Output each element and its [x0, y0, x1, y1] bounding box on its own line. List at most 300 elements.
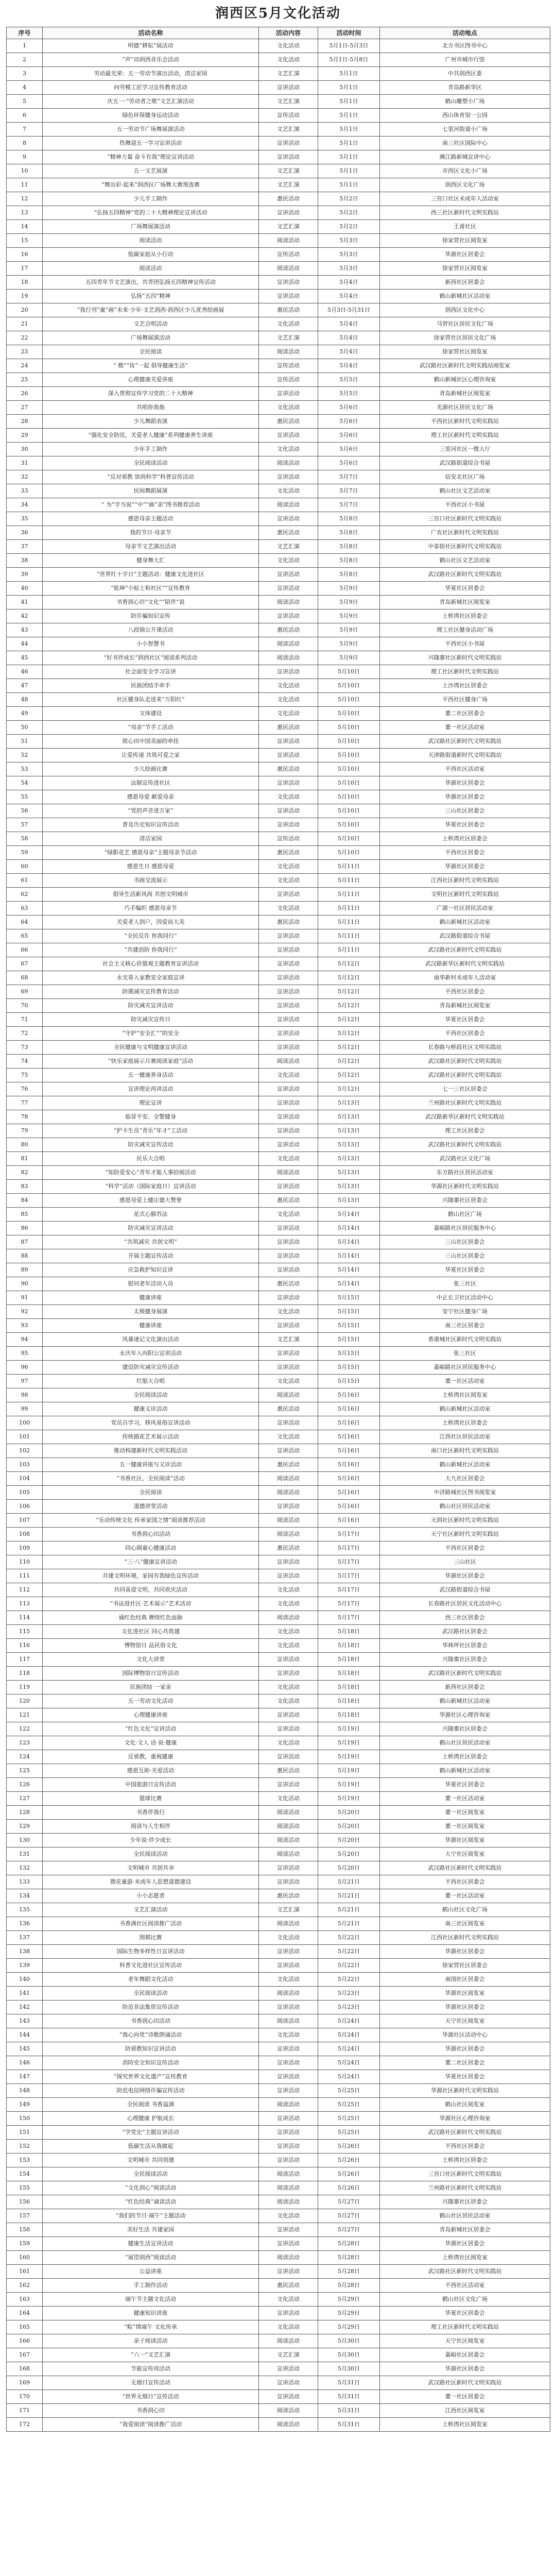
cell-activity-location: 董二社区居委会 — [380, 2056, 550, 2070]
header-activity-time: 活动时间 — [318, 27, 380, 39]
cell-activity-time: 5月16日 — [318, 1514, 380, 1528]
cell-activity-location: 平西社区小书屋 — [380, 498, 550, 512]
cell-activity-location: 武汉路社区新时代文明实践站阅览室 — [380, 359, 550, 373]
table-row — [7, 1166, 550, 1180]
cell-activity-location: 华源社区居委会 — [380, 248, 550, 262]
table-row — [7, 1333, 550, 1347]
cell-activity-time: 5月21日 — [318, 1917, 380, 1931]
cell-serial: 28 — [7, 415, 43, 429]
cell-serial: 99 — [7, 1402, 43, 1416]
cell-activity-name: “声”动润西音乐会活动 — [43, 53, 259, 67]
cell-activity-location: 鹤山新城社区活动室 — [380, 1694, 550, 1708]
cell-serial: 42 — [7, 609, 43, 623]
cell-activity-time: 5月1日 — [318, 137, 380, 150]
cell-activity-content: 惠民活动 — [259, 1458, 318, 1472]
cell-serial: 3 — [7, 67, 43, 81]
cell-activity-name: 社会面安全学习宣讲 — [43, 665, 259, 679]
cell-activity-content: 宣讲活动 — [259, 1027, 318, 1041]
cell-activity-time: 5月3日 — [318, 248, 380, 262]
cell-activity-time: 5月21日 — [318, 1903, 380, 1917]
table-row — [7, 1305, 550, 1319]
cell-serial: 32 — [7, 470, 43, 484]
table-row — [7, 2376, 550, 2390]
cell-activity-location: 土桥湾社区居委会 — [380, 1416, 550, 1430]
cell-activity-content: 文化活动 — [259, 53, 318, 67]
cell-activity-name: 五一劳动文化活动 — [43, 1694, 259, 1708]
cell-serial: 4 — [7, 81, 43, 95]
cell-activity-time: 5月14日 — [318, 1208, 380, 1222]
cell-activity-name: 心理健康 护航成长 — [43, 2112, 259, 2126]
cell-activity-time: 5月18日 — [318, 1639, 380, 1653]
cell-activity-location: 理工社区新时代文明实践站 — [380, 429, 550, 443]
table-row — [7, 1555, 550, 1569]
cell-activity-name: 深入贯彻宣传学习党的二十大精神 — [43, 387, 259, 401]
cell-activity-content: 宣讲活动 — [259, 2056, 318, 2070]
cell-activity-name: 健康讲座 — [43, 1319, 259, 1333]
cell-activity-time: 5月23日 — [318, 2001, 380, 2014]
cell-activity-location: 华源社区活动中心 — [380, 2028, 550, 2042]
cell-activity-content: 宣讲活动 — [259, 1110, 318, 1124]
table-row — [7, 2181, 550, 2195]
cell-activity-time: 5月30日 — [318, 2362, 380, 2376]
cell-activity-content: 宣传活动 — [259, 832, 318, 846]
cell-activity-name: 太极健身展演 — [43, 1305, 259, 1319]
cell-activity-location: 三山社区 — [380, 1555, 550, 1569]
cell-activity-location: 张三社区 — [380, 1277, 550, 1291]
cell-serial: 58 — [7, 832, 43, 846]
table-row — [7, 943, 550, 957]
cell-activity-content: 惠民活动 — [259, 303, 318, 317]
cell-activity-name: 防邪教知识宣讲活动 — [43, 2042, 259, 2056]
table-row — [7, 67, 550, 81]
cell-activity-name: 党员自学习，移风易俗宣讲活动 — [43, 1416, 259, 1430]
cell-activity-name: “文化润心”阅读活动 — [43, 2181, 259, 2195]
cell-activity-name: “粽”情端午 文化传承 — [43, 2320, 259, 2334]
header-activity-location: 活动地点 — [380, 27, 550, 39]
table-row — [7, 1820, 550, 1834]
cell-serial: 20 — [7, 303, 43, 317]
table-row — [7, 1987, 550, 2001]
cell-activity-location: 鹤山社区文艺活动室 — [380, 484, 550, 498]
cell-activity-location: 华源社区居委会 — [380, 2042, 550, 2056]
cell-activity-name: 庆五一·“劳动者之歌”文艺汇演活动 — [43, 95, 259, 109]
cell-activity-name: 向劳模工匠学习宣传教育活动 — [43, 81, 259, 95]
cell-activity-name: “科学”活动（国际家庭日）宣讲活动 — [43, 1180, 259, 1194]
table-row — [7, 1277, 550, 1291]
cell-serial: 157 — [7, 2209, 43, 2223]
cell-activity-name: 文化大讲堂 — [43, 1653, 259, 1667]
table-row — [7, 415, 550, 429]
cell-serial: 108 — [7, 1528, 43, 1541]
cell-activity-location: 华夏社区居委会 — [380, 2307, 550, 2320]
cell-activity-time: 5月16日 — [318, 1486, 380, 1500]
cell-activity-content: 阅读活动 — [259, 234, 318, 248]
cell-activity-time: 5月9日 — [318, 609, 380, 623]
cell-activity-time: 5月20日 — [318, 1834, 380, 1848]
cell-serial: 46 — [7, 665, 43, 679]
cell-serial: 161 — [7, 2265, 43, 2279]
cell-activity-name: 少年说·伴少成长 — [43, 1834, 259, 1848]
cell-activity-time: 5月6日 — [318, 415, 380, 429]
table-row — [7, 568, 550, 582]
cell-activity-name: 明德“耕耘”展活动 — [43, 39, 259, 53]
cell-serial: 116 — [7, 1639, 43, 1653]
cell-activity-location: 武汉路街道综合书屋 — [380, 1583, 550, 1597]
cell-activity-time: 5月12日 — [318, 999, 380, 1013]
cell-serial: 45 — [7, 651, 43, 665]
cell-activity-content: 宣讲活动 — [259, 888, 318, 902]
table-row — [7, 1249, 550, 1263]
table-row — [7, 1180, 550, 1194]
cell-activity-location: 华源社区心理咨询室 — [380, 1708, 550, 1722]
cell-activity-location: 香港城社区新时代文明实践站 — [380, 1333, 550, 1347]
cell-activity-location: 鹤山新城社区活动室 — [380, 916, 550, 929]
cell-serial: 134 — [7, 1889, 43, 1903]
cell-serial: 38 — [7, 554, 43, 568]
cell-activity-name: 推动构建新时代文明实践活动 — [43, 1444, 259, 1458]
cell-activity-time: 5月15日 — [318, 1347, 380, 1361]
cell-serial: 29 — [7, 429, 43, 443]
cell-activity-time: 5月10日 — [318, 749, 380, 762]
cell-activity-location: 大九社区居委会 — [380, 1472, 550, 1486]
table-row — [7, 776, 550, 790]
cell-activity-content: 阅读活动 — [259, 2014, 318, 2028]
cell-activity-time: 5月5日 — [318, 387, 380, 401]
cell-serial: 78 — [7, 1110, 43, 1124]
cell-activity-time: 5月28日 — [318, 2279, 380, 2293]
cell-activity-content: 惠民活动 — [259, 415, 318, 429]
table-row — [7, 2056, 550, 2070]
cell-activity-content: 宣传活动 — [259, 109, 318, 123]
cell-activity-name: 建设防灾减灾宣传活动 — [43, 1361, 259, 1375]
cell-activity-name: 国际生物多样性日宣讲活动 — [43, 1945, 259, 1959]
cell-activity-content: 文艺汇演 — [259, 164, 318, 178]
cell-serial: 16 — [7, 248, 43, 262]
cell-activity-name: “护卡生员”青乐“年才”工活动 — [43, 1124, 259, 1138]
cell-activity-content: 文化活动 — [259, 317, 318, 331]
cell-activity-time: 5月30日 — [318, 2348, 380, 2362]
cell-activity-location: 鹤山新城社区活动室 — [380, 1764, 550, 1778]
cell-activity-content: 宣讲活动 — [259, 290, 318, 303]
cell-activity-name: 文明城市 共同创建 — [43, 2154, 259, 2167]
cell-activity-location: 华源社区居委会 — [380, 2362, 550, 2376]
cell-activity-time: 5月6日 — [318, 456, 380, 470]
cell-serial: 107 — [7, 1514, 43, 1528]
cell-activity-location: 三宫口社区新时代文明实践站 — [380, 512, 550, 526]
cell-serial: 69 — [7, 985, 43, 999]
cell-activity-time: 5月24日 — [318, 2014, 380, 2028]
table-row — [7, 985, 550, 999]
cell-activity-name: 感恩母爱 献爱母亲 — [43, 790, 259, 804]
cell-activity-time: 5月15日 — [318, 1291, 380, 1305]
table-row — [7, 303, 550, 317]
cell-activity-name: 民乐大合唱 — [43, 1152, 259, 1166]
cell-serial: 151 — [7, 2126, 43, 2140]
cell-activity-time: 5月26日 — [318, 2181, 380, 2195]
cell-activity-content: 宣讲活动 — [259, 1945, 318, 1959]
cell-serial: 12 — [7, 192, 43, 206]
cell-activity-time: 5月14日 — [318, 1277, 380, 1291]
table-row — [7, 2307, 550, 2320]
cell-activity-name: 国际博物馆日宣传活动 — [43, 1667, 259, 1681]
cell-activity-time: 5月2日 — [318, 206, 380, 220]
cell-activity-name: 防灾减灾宣传活动 — [43, 1138, 259, 1152]
cell-activity-time: 5月4日 — [318, 317, 380, 331]
cell-activity-name: 热舞迎五一学习宣讲活动 — [43, 137, 259, 150]
table-row — [7, 693, 550, 707]
cell-activity-content: 阅读活动 — [259, 1055, 318, 1069]
cell-activity-content: 文化活动 — [259, 1375, 318, 1388]
cell-serial: 21 — [7, 317, 43, 331]
cell-activity-time: 5月11日 — [318, 902, 380, 916]
cell-activity-name: 少儿舞蹈表演 — [43, 415, 259, 429]
cell-activity-name: 端午节主题文化活动 — [43, 2293, 259, 2307]
cell-activity-name: 健康义诊活动 — [43, 1402, 259, 1416]
cell-activity-time: 5月31日 — [318, 2418, 380, 2432]
cell-activity-location: 华林坪社区居委会 — [380, 1639, 550, 1653]
cell-activity-name: 节能宣传周活动 — [43, 2362, 259, 2376]
cell-activity-content: 文艺汇演 — [259, 1333, 318, 1347]
cell-activity-content: 阅读活动 — [259, 456, 318, 470]
table-row — [7, 1875, 550, 1889]
cell-activity-content: 宣讲活动 — [259, 2376, 318, 2390]
table-row — [7, 1722, 550, 1736]
table-row — [7, 2279, 550, 2293]
cell-activity-location: 平西社区小书屋 — [380, 637, 550, 651]
cell-activity-time: 5月1日 — [318, 123, 380, 137]
cell-activity-time: 5月8日 — [318, 512, 380, 526]
cell-serial: 86 — [7, 1222, 43, 1235]
cell-activity-location: 华源社区居委会 — [380, 1569, 550, 1583]
cell-serial: 110 — [7, 1555, 43, 1569]
cell-activity-time: 5月8日 — [318, 540, 380, 554]
cell-activity-content: 宣讲活动 — [259, 2084, 318, 2098]
cell-activity-content: 文化活动 — [259, 1597, 318, 1611]
cell-activity-name: 文体建设 — [43, 707, 259, 721]
table-row — [7, 623, 550, 637]
cell-activity-content: 宣讲活动 — [259, 804, 318, 818]
cell-activity-time: 5月14日 — [318, 1222, 380, 1235]
cell-activity-location: 武汉路社区文化广场 — [380, 1152, 550, 1166]
cell-activity-name: 五一文艺展演 — [43, 164, 259, 178]
cell-activity-name: “我们的节日·端午”主题活动 — [43, 2209, 259, 2223]
cell-activity-name: 全民阅读活动 — [43, 2167, 259, 2181]
table-row — [7, 1152, 550, 1166]
cell-serial: 143 — [7, 2014, 43, 2028]
cell-activity-time: 5月4日 — [318, 276, 380, 290]
cell-activity-content: 宣讲活动 — [259, 1416, 318, 1430]
cell-activity-location: 兴隆寨社区新时代文明实践站 — [380, 651, 550, 665]
cell-activity-content: 宣讲活动 — [259, 582, 318, 596]
cell-activity-location: 市西区文化小广场 — [380, 164, 550, 178]
cell-activity-time: 5月11日 — [318, 860, 380, 874]
cell-serial: 111 — [7, 1569, 43, 1583]
cell-activity-name: 无烟日宣传活动 — [43, 2376, 259, 2390]
cell-activity-name: 法制宣传进社区 — [43, 776, 259, 790]
cell-activity-location: 华源社区新时代文明实践站 — [380, 2084, 550, 2098]
cell-serial: 50 — [7, 721, 43, 735]
cell-activity-name: 致心田中国美丽的牵挂 — [43, 735, 259, 749]
cell-activity-content: 阅读活动 — [259, 1987, 318, 2001]
table-row — [7, 456, 550, 470]
cell-activity-time: 5月13日 — [318, 1180, 380, 1194]
cell-serial: 93 — [7, 1319, 43, 1333]
cell-activity-content: 宣讲活动 — [259, 665, 318, 679]
cell-activity-content: 阅读活动 — [259, 2251, 318, 2265]
cell-activity-content: 文化活动 — [259, 902, 318, 916]
cell-activity-content: 宣讲活动 — [259, 2001, 318, 2014]
cell-activity-content: 宣讲活动 — [259, 2362, 318, 2376]
cell-serial: 167 — [7, 2348, 43, 2362]
cell-activity-name: 阅读活动 — [43, 262, 259, 276]
cell-activity-location: 武汉路社区新时代文明实践站 — [380, 2126, 550, 2140]
cell-activity-name: 书香伴我行 — [43, 1806, 259, 1820]
cell-activity-location: 上桥湾社区阅览室 — [380, 2251, 550, 2265]
cell-activity-location: 华夏社区居委会 — [380, 818, 550, 832]
cell-activity-location: 徐家营社区居民文化广场 — [380, 331, 550, 345]
cell-serial: 91 — [7, 1291, 43, 1305]
cell-activity-time: 5月16日 — [318, 1472, 380, 1486]
cell-activity-name: 劳动最光荣：五一劳动节演出活动，清洁家园 — [43, 67, 259, 81]
cell-activity-name: 关爱老人到户，因爱而大美 — [43, 916, 259, 929]
cell-activity-location: 青岛新城社区居委会 — [380, 2223, 550, 2237]
table-row — [7, 387, 550, 401]
table-row — [7, 1347, 550, 1361]
cell-activity-time: 5月16日 — [318, 1416, 380, 1430]
cell-serial: 105 — [7, 1486, 43, 1500]
cell-activity-content: 宣讲活动 — [259, 818, 318, 832]
cell-activity-name: “全民反诈 你我同行” — [43, 929, 259, 943]
cell-activity-name: 全民阅读活动 — [43, 1987, 259, 2001]
cell-activity-time: 5月27日 — [318, 2195, 380, 2209]
cell-serial: 166 — [7, 2334, 43, 2348]
cell-serial: 72 — [7, 1027, 43, 1041]
table-row — [7, 818, 550, 832]
cell-activity-content: 宣讲活动 — [259, 1138, 318, 1152]
cell-activity-name: “探究世界文化遗产”宣传教育 — [43, 2070, 259, 2084]
cell-activity-name: 文艺汇演活动 — [43, 1903, 259, 1917]
header-activity-name: 活动名称 — [43, 27, 259, 39]
cell-serial: 47 — [7, 679, 43, 693]
cell-serial: 96 — [7, 1361, 43, 1375]
cell-serial: 73 — [7, 1041, 43, 1055]
table-row — [7, 1792, 550, 1806]
cell-serial: 120 — [7, 1694, 43, 1708]
cell-serial: 148 — [7, 2084, 43, 2098]
cell-serial: 163 — [7, 2293, 43, 2307]
cell-serial: 18 — [7, 276, 43, 290]
cell-activity-content: 文化活动 — [259, 1639, 318, 1653]
cell-serial: 125 — [7, 1764, 43, 1778]
cell-activity-name: “红色文化”宣讲活动 — [43, 1722, 259, 1736]
table-row — [7, 846, 550, 860]
cell-activity-content: 宣讲活动 — [259, 999, 318, 1013]
cell-activity-time: 5月28日 — [318, 2251, 380, 2265]
cell-activity-location: 华源社区新时代文明实践站 — [380, 1180, 550, 1194]
cell-activity-name: 绿色环保健身运动活动 — [43, 109, 259, 123]
table-row — [7, 971, 550, 985]
cell-activity-time: 5月18日 — [318, 1708, 380, 1722]
cell-serial: 67 — [7, 957, 43, 971]
cell-serial: 172 — [7, 2418, 43, 2432]
table-row — [7, 1639, 550, 1653]
cell-activity-location: 平西社区健身广场 — [380, 693, 550, 707]
cell-activity-location: 土桥湾社区阅览室 — [380, 1388, 550, 1402]
cell-serial: 40 — [7, 582, 43, 596]
cell-activity-name: 少儿绘画比赛 — [43, 762, 259, 776]
cell-activity-time: 5月1日 — [318, 109, 380, 123]
cell-activity-name: 少年手工制作 — [43, 443, 259, 456]
cell-activity-time: 5月11日 — [318, 888, 380, 902]
cell-activity-content: 宣讲活动 — [259, 2154, 318, 2167]
table-row — [7, 721, 550, 735]
table-row — [7, 123, 550, 137]
cell-activity-content: 惠民活动 — [259, 526, 318, 540]
table-row — [7, 1194, 550, 1208]
cell-activity-time: 5月16日 — [318, 1444, 380, 1458]
table-row — [7, 2140, 550, 2154]
table-row — [7, 804, 550, 818]
table-row — [7, 2195, 550, 2209]
cell-serial: 64 — [7, 916, 43, 929]
cell-activity-time: 5月12日 — [318, 1013, 380, 1027]
table-row — [7, 1069, 550, 1082]
cell-activity-name: 阅读与人生相伴 — [43, 1820, 259, 1834]
cell-activity-time: 5月22日 — [318, 1973, 380, 1987]
cell-activity-content: 宣讲活动 — [259, 387, 318, 401]
cell-activity-name: 理论宣讲 — [43, 1096, 259, 1110]
cell-activity-content: 阅读活动 — [259, 2098, 318, 2112]
cell-serial: 133 — [7, 1875, 43, 1889]
cell-activity-location: 上桥湾社区居委会 — [380, 832, 550, 846]
cell-activity-time: 5月29日 — [318, 2320, 380, 2334]
table-row — [7, 2404, 550, 2418]
table-row — [7, 860, 550, 874]
cell-serial: 1 — [7, 39, 43, 53]
cell-activity-location: 东方路社区居民活动室 — [380, 1166, 550, 1180]
cell-activity-time: 5月19日 — [318, 1778, 380, 1792]
cell-serial: 53 — [7, 762, 43, 776]
cell-activity-name: 宣讲理论再讲活动 — [43, 1082, 259, 1096]
cell-activity-location: 青岛路新华区 — [380, 81, 550, 95]
cell-activity-time: 5月12日 — [318, 1069, 380, 1082]
cell-activity-time: 5月9日 — [318, 623, 380, 637]
cell-activity-content: 宣讲活动 — [259, 2265, 318, 2279]
cell-activity-location: 华夏社区居委会 — [380, 1013, 550, 1027]
cell-serial: 84 — [7, 1194, 43, 1208]
table-row — [7, 1861, 550, 1875]
cell-serial: 98 — [7, 1388, 43, 1402]
table-row — [7, 1319, 550, 1333]
cell-activity-time: 5月20日 — [318, 1820, 380, 1834]
cell-activity-location: 武汉路社区新时代文明实践站 — [380, 943, 550, 957]
cell-serial: 153 — [7, 2154, 43, 2167]
cell-activity-content: 惠民活动 — [259, 1194, 318, 1208]
cell-activity-name: “书香社区，全民阅读”活动 — [43, 1472, 259, 1486]
cell-activity-content: 宣讲活动 — [259, 1875, 318, 1889]
cell-activity-content: 宣讲活动 — [259, 776, 318, 790]
cell-activity-location: 兴隆寨社区居委会 — [380, 1722, 550, 1736]
cell-activity-name: 防范非法集资宣传活动 — [43, 2001, 259, 2014]
cell-activity-content: 阅读活动 — [259, 1611, 318, 1625]
cell-activity-content: 宣讲活动 — [259, 276, 318, 290]
cell-activity-name: 低碳生活从我做起 — [43, 2140, 259, 2154]
cell-activity-location: 南口社区新时代文明实践站 — [380, 1444, 550, 1458]
cell-activity-name: 花式心肺苏法 — [43, 1208, 259, 1222]
cell-serial: 123 — [7, 1736, 43, 1750]
cell-activity-time: 5月13日 — [318, 1110, 380, 1124]
table-row — [7, 999, 550, 1013]
